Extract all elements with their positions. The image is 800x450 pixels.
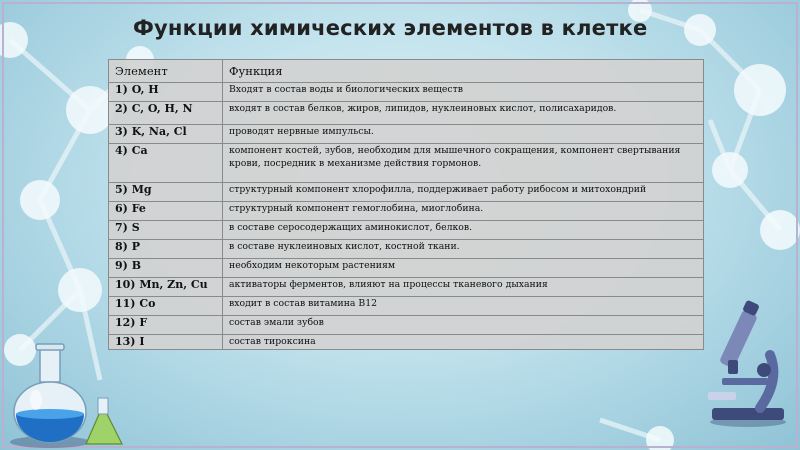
table-row [109, 183, 704, 202]
table-row [109, 202, 704, 221]
element-cell: 7) S [109, 221, 223, 240]
element-cell: 5) Mg [109, 183, 223, 202]
header-function: Функция [223, 60, 704, 83]
function-cell: входят в состав белков, жиров, липидов, нуклеиновых кислот, полисахаридов. [223, 102, 704, 125]
element-cell: 9) B [109, 259, 223, 278]
function-cell: состав тироксина [223, 335, 704, 350]
table-row [109, 144, 704, 183]
function-cell: компонент костей, зубов, необходим для мышечного сокращения, компонент свертывания крови, посредник в механизме действия гормонов. [223, 144, 704, 183]
functions-table [108, 59, 704, 350]
function-cell: структурный компонент гемоглобина, миоглобина. [223, 202, 704, 221]
element-cell: 11) Co [109, 297, 223, 316]
table-row [109, 278, 704, 297]
element-cell: 8) P [109, 240, 223, 259]
function-cell: структурный компонент хлорофилла, поддерживает работу рибосом и митохондрий [223, 183, 704, 202]
table-row [109, 102, 704, 125]
microscope-icon [700, 300, 795, 430]
element-cell: 2) C, O, H, N [109, 102, 223, 125]
table-row [109, 125, 704, 144]
table-row [109, 83, 704, 102]
function-cell: входит в состав витамина В12 [223, 297, 704, 316]
element-cell: 10) Mn, Zn, Cu [109, 278, 223, 297]
table-row [109, 335, 704, 350]
slide-title: Функции химических элементов в клетке [133, 16, 648, 40]
element-cell: 1) O, H [109, 83, 223, 102]
function-cell: Входят в состав воды и биологических веществ [223, 83, 704, 102]
flask-icon [8, 340, 138, 450]
element-cell: 3) K, Na, Cl [109, 125, 223, 144]
element-cell: 6) Fe [109, 202, 223, 221]
function-cell: в составе серосодержащих аминокислот, белков. [223, 221, 704, 240]
table-row [109, 297, 704, 316]
table-row [109, 259, 704, 278]
element-cell: 13) I [109, 335, 223, 350]
function-cell: активаторы ферментов, влияют на процессы тканевого дыхания [223, 278, 704, 297]
function-cell: состав эмали зубов [223, 316, 704, 335]
header-element: Элемент [109, 60, 223, 83]
table-row [109, 221, 704, 240]
element-cell: 4) Ca [109, 144, 223, 183]
table-row [109, 240, 704, 259]
table-header-row [109, 60, 704, 83]
function-cell: необходим некоторым растениям [223, 259, 704, 278]
element-cell: 12) F [109, 316, 223, 335]
function-cell: в составе нуклеиновых кислот, костной ткани. [223, 240, 704, 259]
function-cell: проводят нервные импульсы. [223, 125, 704, 144]
table-row [109, 316, 704, 335]
